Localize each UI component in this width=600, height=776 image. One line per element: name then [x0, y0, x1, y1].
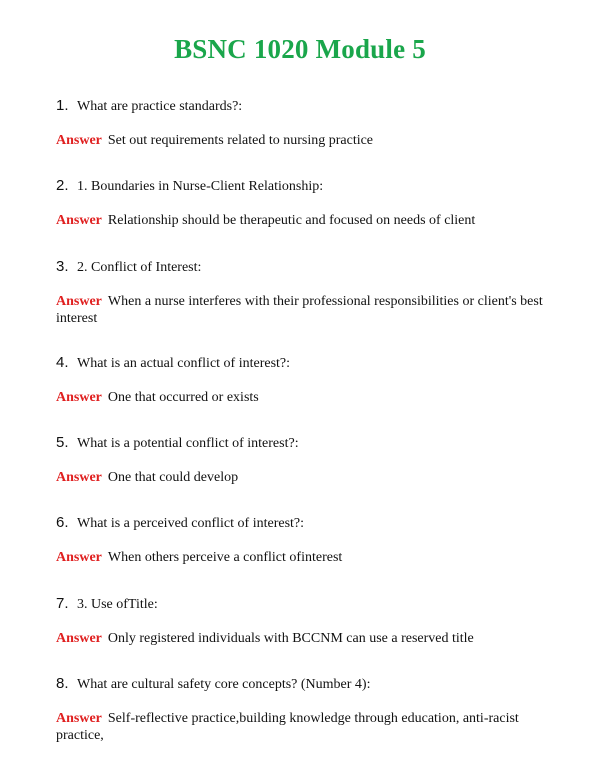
question-number: 1. [56, 97, 69, 114]
answer-line [56, 389, 556, 406]
question-number: 6. [56, 514, 69, 531]
answer-label: Answer [56, 133, 102, 148]
question-number: 7. [56, 595, 69, 612]
answer-label: Answer [56, 390, 102, 405]
answer-line [56, 549, 556, 566]
question-line [56, 97, 556, 115]
answer-line [56, 212, 556, 229]
qa-item-2 [56, 177, 556, 229]
answer-text: One that could develop [107, 470, 239, 485]
answer-label: Answer [56, 711, 102, 726]
qa-item-4 [56, 354, 556, 406]
question-number: 2. [56, 177, 69, 194]
answer-line [56, 469, 556, 486]
qa-item-3 [56, 258, 556, 327]
answer-line [56, 293, 556, 327]
qa-item-8 [56, 675, 556, 744]
question-text: What is a perceived conflict of interest?: [77, 516, 305, 531]
question-text: What are practice standards?: [77, 99, 243, 114]
question-text: What is an actual conflict of interest?: [77, 356, 291, 371]
question-number: 3. [56, 258, 69, 275]
answer-text: Set out requirements related to nursing practice [107, 133, 374, 148]
answer-line [56, 710, 556, 744]
document-title: BSNC 1020 Module 5 [174, 34, 426, 64]
question-text: What is a potential conflict of interest?: [77, 436, 299, 451]
answer-label: Answer [56, 213, 102, 228]
question-number: 8. [56, 675, 69, 692]
question-text: 2. Conflict of Interest: [77, 260, 202, 275]
question-line [56, 258, 556, 276]
answer-text: Only registered individuals with BCCNM can use a reserved title [107, 631, 474, 646]
answer-label: Answer [56, 294, 102, 309]
question-line [56, 514, 556, 532]
answer-text: When others perceive a conflict ofinterest [107, 550, 343, 565]
question-line [56, 595, 556, 613]
qa-item-7 [56, 595, 556, 647]
question-number: 5. [56, 434, 69, 451]
question-text: 1. Boundaries in Nurse-Client Relationship: [77, 179, 324, 194]
answer-text: Self-reflective practice,building knowledge through education, anti-racist practice, [56, 711, 519, 743]
question-text: 3. Use ofTitle: [77, 597, 158, 612]
question-line [56, 434, 556, 452]
answer-text: Relationship should be therapeutic and focused on needs of client [107, 213, 476, 228]
qa-item-1 [56, 97, 556, 149]
question-line [56, 177, 556, 195]
qa-item-6 [56, 514, 556, 566]
answer-text: One that occurred or exists [107, 390, 259, 405]
question-line [56, 354, 556, 372]
question-number: 4. [56, 354, 69, 371]
question-text: What are cultural safety core concepts? (Number 4): [77, 677, 371, 692]
question-line [56, 675, 556, 693]
answer-label: Answer [56, 550, 102, 565]
answer-line [56, 132, 556, 149]
answer-label: Answer [56, 631, 102, 646]
answer-label: Answer [56, 470, 102, 485]
answer-text: When a nurse interferes with their professional responsibilities or client's best interest [56, 294, 543, 326]
answer-line [56, 630, 556, 647]
qa-item-5 [56, 434, 556, 486]
